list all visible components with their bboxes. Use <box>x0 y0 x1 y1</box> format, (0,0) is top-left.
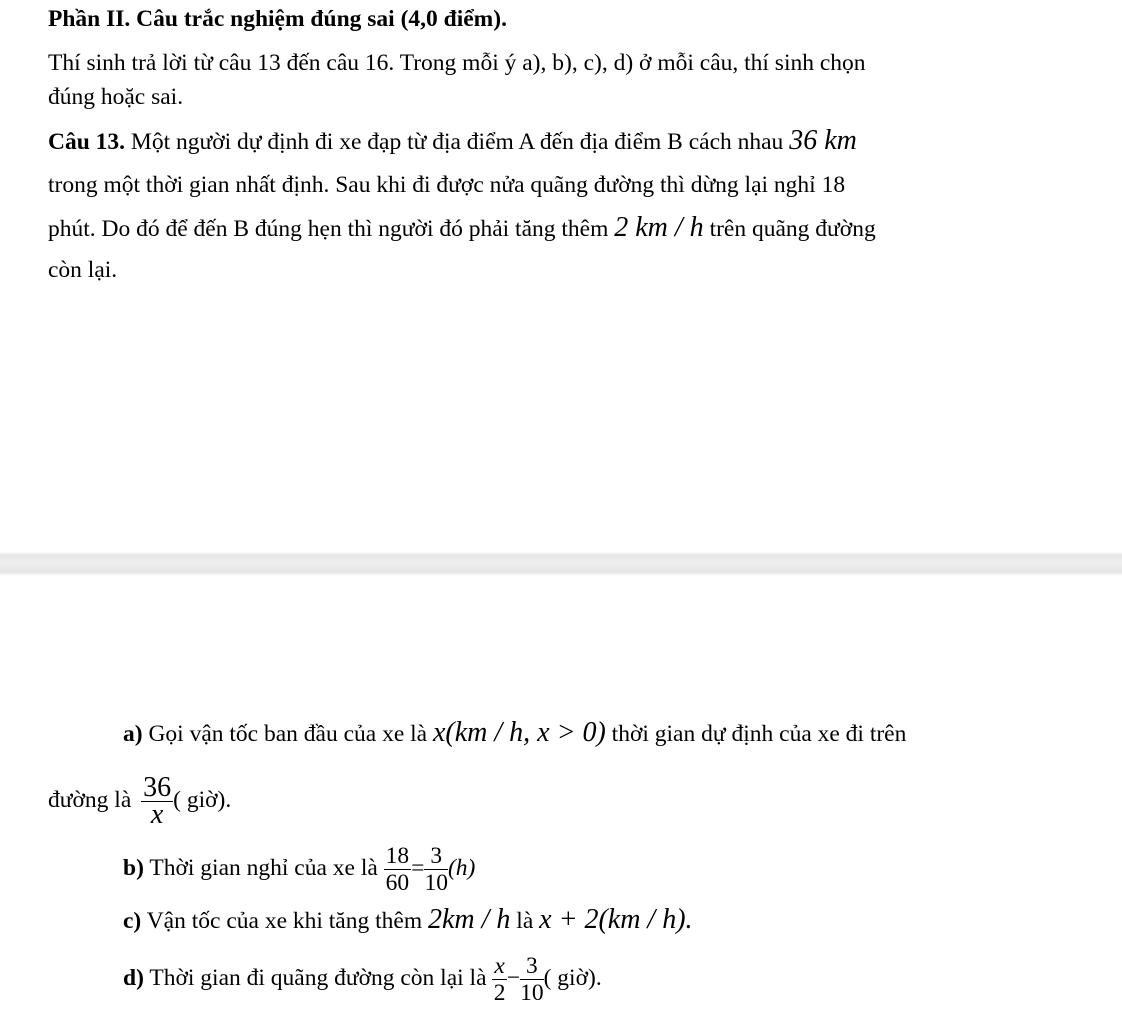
option-a-line-2 <box>48 770 231 830</box>
instruction-line-2: đúng hoặc sai. <box>48 84 184 110</box>
distance-value: 36 km <box>789 125 857 156</box>
option-a-frac-num: 36 <box>143 772 172 804</box>
option-b-equals: = <box>411 855 425 881</box>
option-b-label: b) <box>123 855 144 881</box>
option-d-label: d) <box>123 965 144 991</box>
option-c-text-2: là <box>510 908 540 934</box>
option-a-math: x(km / h, x > 0) <box>432 717 606 748</box>
option-d-minus: − <box>506 965 521 991</box>
option-a-text-3: đường là <box>48 787 138 813</box>
option-d-text-1: Thời gian đi quãng đường còn lại là <box>143 965 493 991</box>
option-c-text-1: Vận tốc của xe khi tăng thêm <box>141 908 428 934</box>
option-a-text-1: Gọi vận tốc ban đầu của xe là <box>142 721 433 747</box>
page-separator <box>0 552 1122 576</box>
option-b-fraction-2 <box>424 843 448 896</box>
option-d-f1-num: x <box>494 953 505 980</box>
question-text-1: Một người dự định đi xe đạp từ địa điểm A đến địa điểm B cách nhau <box>125 129 790 155</box>
option-a-text-2: thời gian dự định của xe đi trên <box>605 721 907 747</box>
option-d-line <box>123 948 602 1008</box>
option-b-text-1: Thời gian nghỉ của xe là <box>143 855 384 881</box>
option-c-math-1: 2km / h <box>427 904 511 935</box>
option-d-fraction-1 <box>492 953 506 1006</box>
option-b-f1-num: 18 <box>385 843 410 870</box>
option-c-line <box>123 905 693 936</box>
option-c-label: c) <box>123 908 142 934</box>
option-a-fraction <box>141 772 173 831</box>
option-b-f2-den: 10 <box>424 870 448 897</box>
question-line-4: còn lại. <box>48 257 118 283</box>
option-d-f2-den: 10 <box>520 980 544 1007</box>
question-tail: trên quãng đường <box>703 216 876 242</box>
option-a-label: a) <box>123 721 143 747</box>
option-b-f1-den: 60 <box>385 870 410 897</box>
part-title: Phần II. Câu trắc nghiệm đúng sai (4,0 điểm). <box>48 6 507 32</box>
option-b-fraction-1 <box>384 843 412 896</box>
question-text-3: phút. Do đó để đến B đúng hẹn thì người đó phải tăng thêm <box>48 216 615 242</box>
option-a-text-4: ( giờ). <box>173 787 232 813</box>
option-b-unit: (h) <box>447 855 476 881</box>
question-line-1 <box>48 126 857 157</box>
option-d-text-2: ( giờ). <box>543 965 602 991</box>
option-d-f1-den: 2 <box>493 980 506 1007</box>
option-a-frac-den: x <box>150 799 164 831</box>
speed-increase: 2 km / h <box>614 212 704 243</box>
option-d-f2-num: 3 <box>520 953 544 980</box>
question-line-3 <box>48 213 876 244</box>
question-line-2: trong một thời gian nhất định. Sau khi đi được nửa quãng đường thì dừng lại nghỉ 18 <box>48 172 846 198</box>
option-c-math-2: x + 2(km / h). <box>539 904 693 935</box>
option-b-line <box>123 838 475 898</box>
instruction-line-1: Thí sinh trả lời từ câu 13 đến câu 16. Trong mỗi ý a), b), c), d) ở mỗi câu, thí sinh chọn <box>48 50 866 76</box>
question-label: Câu 13. <box>48 129 126 155</box>
option-b-f2-num: 3 <box>424 843 448 870</box>
option-a-line-1 <box>123 718 906 749</box>
option-d-fraction-2 <box>520 953 544 1006</box>
